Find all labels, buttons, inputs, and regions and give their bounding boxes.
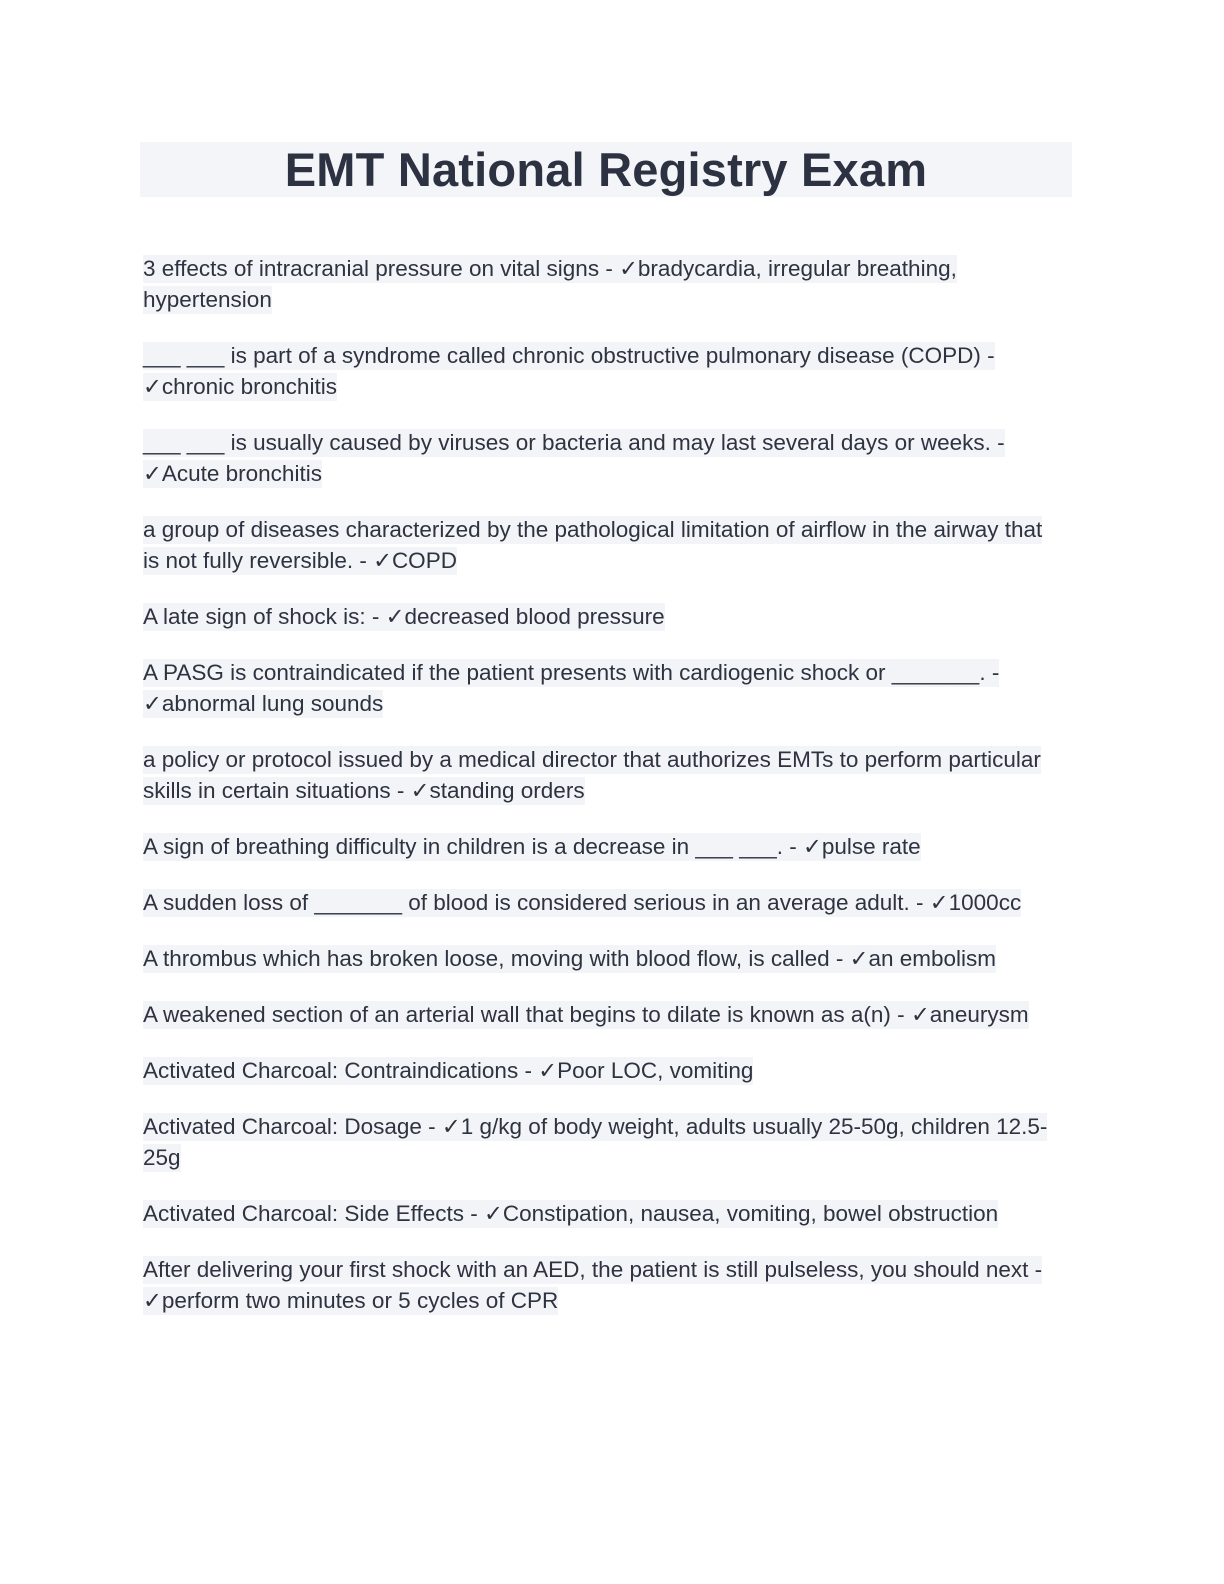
question-text: 3 effects of intracranial pressure on vital signs - [143, 256, 620, 281]
answer-text: aneurysm [929, 1002, 1029, 1027]
question-text: A sign of breathing difficulty in children is a decrease in ___ ___. - [143, 834, 803, 859]
answer-text: Constipation, nausea, vomiting, bowel obstruction [502, 1201, 999, 1226]
qa-text [143, 1256, 1042, 1315]
qa-text [143, 255, 957, 314]
qa-item [143, 943, 1063, 974]
qa-item [143, 1254, 1063, 1316]
answer-text: pulse rate [821, 834, 921, 859]
qa-item [143, 1111, 1063, 1173]
qa-text [143, 603, 665, 631]
qa-text [143, 659, 999, 718]
qa-item [143, 253, 1063, 315]
answer-text: 1 g/kg of body weight, adults usually 25-50g, children 12.5-25g [143, 1114, 1048, 1170]
qa-item [143, 744, 1063, 806]
question-text: a policy or protocol issued by a medical director that authorizes EMTs to perform particular skills in certain situations - [143, 747, 1041, 803]
qa-item [143, 601, 1063, 632]
answer-text: decreased blood pressure [404, 604, 665, 629]
check-icon: ✓ [910, 1002, 930, 1027]
question-text: A sudden loss of _______ of blood is considered serious in an average adult. - [143, 890, 930, 915]
question-text: ___ ___ is part of a syndrome called chronic obstructive pulmonary disease (COPD) - [143, 343, 995, 368]
answer-text: an embolism [868, 946, 997, 971]
check-icon: ✓ [484, 1201, 503, 1226]
check-icon: ✓ [143, 461, 162, 486]
qa-item [143, 1198, 1063, 1229]
question-text: Activated Charcoal: Side Effects - [143, 1201, 484, 1226]
qa-item [143, 887, 1063, 918]
question-text: a group of diseases characterized by the pathological limitation of airflow in the airway that is not fully reversible. - [143, 517, 1043, 573]
qa-text [143, 1113, 1047, 1172]
answer-text: COPD [391, 548, 457, 573]
answer-text: bradycardia, irregular breathing, hypertension [143, 256, 957, 312]
answer-text: Poor LOC, vomiting [557, 1058, 754, 1083]
answer-text: perform two minutes or 5 cycles of CPR [161, 1288, 559, 1313]
qa-item [143, 999, 1063, 1030]
check-icon: ✓ [441, 1114, 461, 1139]
qa-item [143, 514, 1063, 576]
check-icon: ✓ [373, 548, 392, 573]
check-icon: ✓ [619, 256, 638, 281]
question-text: After delivering your first shock with an AED, the patient is still pulseless, you should next - [143, 1257, 1043, 1282]
qa-item [143, 831, 1063, 862]
question-text: Activated Charcoal: Contraindications - [143, 1058, 539, 1083]
qa-text [143, 516, 1042, 575]
answer-text: standing orders [429, 778, 585, 803]
qa-text [143, 1001, 1029, 1029]
check-icon: ✓ [849, 946, 869, 971]
question-text: A thrombus which has broken loose, moving with blood flow, is called - [143, 946, 850, 971]
qa-text [143, 746, 1041, 805]
qa-text [143, 945, 996, 973]
qa-item [143, 1055, 1063, 1086]
check-icon: ✓ [802, 834, 822, 859]
qa-text [143, 429, 1005, 488]
check-icon: ✓ [929, 890, 949, 915]
page-title: EMT National Registry Exam [284, 143, 928, 196]
qa-text [143, 889, 1021, 917]
question-text: A weakened section of an arterial wall that begins to dilate is known as a(n) - [143, 1002, 911, 1027]
question-text: A late sign of shock is: - [143, 604, 386, 629]
check-icon: ✓ [538, 1058, 558, 1083]
question-text: Activated Charcoal: Dosage - [143, 1114, 442, 1139]
qa-text [143, 342, 995, 401]
qa-item [143, 427, 1063, 489]
answer-text: Acute bronchitis [161, 461, 322, 486]
qa-item [143, 340, 1063, 402]
question-text: ___ ___ is usually caused by viruses or bacteria and may last several days or weeks. - [143, 430, 1005, 455]
title-band [140, 142, 1072, 197]
answer-text: abnormal lung sounds [161, 691, 384, 716]
qa-item [143, 657, 1063, 719]
qa-text [143, 1057, 753, 1085]
check-icon: ✓ [143, 691, 162, 716]
qa-text [143, 1200, 998, 1228]
answer-text: chronic bronchitis [161, 374, 337, 399]
qa-text [143, 833, 921, 861]
check-icon: ✓ [410, 778, 430, 803]
qa-list [143, 253, 1063, 1341]
check-icon: ✓ [385, 604, 405, 629]
check-icon: ✓ [143, 1288, 162, 1313]
check-icon: ✓ [143, 374, 162, 399]
question-text: A PASG is contraindicated if the patient presents with cardiogenic shock or _______. - [143, 660, 1000, 685]
answer-text: 1000cc [948, 890, 1022, 915]
